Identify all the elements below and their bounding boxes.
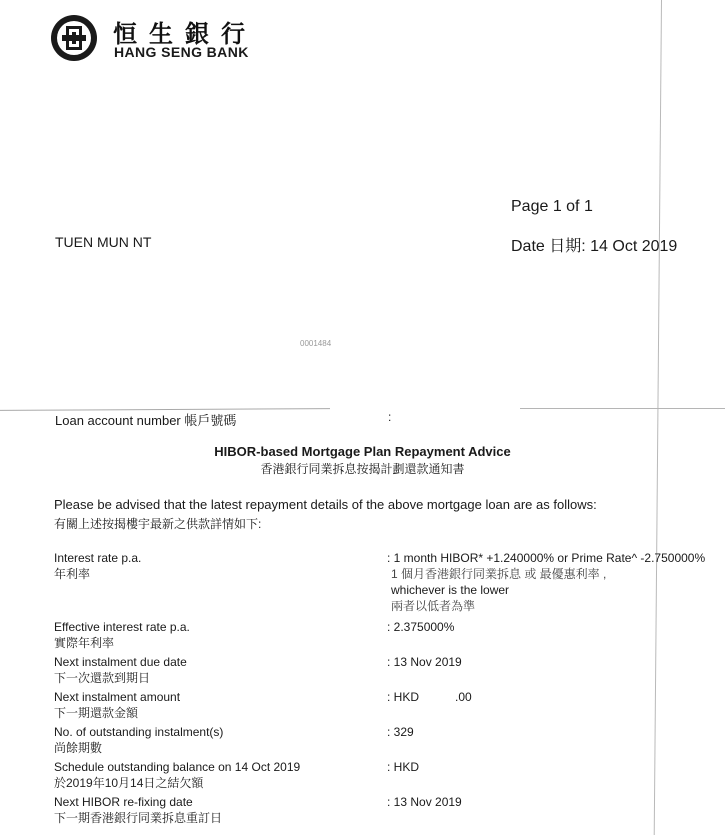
advice-date: [511, 233, 677, 256]
next-instalment-amount-label: [54, 689, 180, 721]
interest-rate-label: [54, 550, 141, 582]
label-english: Next instalment due date: [54, 655, 187, 669]
label-chinese: 下一期還款金額: [54, 706, 139, 720]
value-main: : 1 month HIBOR* +1.240000% or Prime Rate^ -2.750000%: [387, 551, 706, 565]
customer-address: TUEN MUN NT: [55, 234, 152, 250]
bank-name-english: HANG SENG BANK: [114, 44, 249, 60]
scan-fold-line-vertical: [654, 0, 662, 835]
loan-account-label: Loan account number 帳戶號碼: [55, 413, 237, 428]
outstanding-instalments-label: [54, 724, 223, 756]
next-instalment-amount-value: [387, 689, 472, 705]
advice-title-chinese: 香港銀行同業拆息按揭計劃還款通知書: [260, 462, 465, 476]
outstanding-instalments-value: : 329: [387, 725, 414, 739]
document-code: 0001484: [300, 339, 332, 348]
value-decimals: .00: [455, 690, 472, 704]
interest-rate-value: [387, 550, 705, 614]
label-chinese: 於2019年10月14日之結欠額: [54, 776, 204, 790]
label-chinese: 下一期香港銀行同業拆息重訂日: [54, 811, 223, 825]
label-chinese: 年利率: [54, 567, 91, 581]
effective-rate-value: : 2.375000%: [387, 620, 455, 634]
value-sub-chinese-2: 兩者以低者為準: [391, 599, 476, 613]
intro-text-chinese: 有關上述按揭樓宇最新之供款詳情如下:: [54, 517, 262, 531]
hibor-refixing-date-value: : 13 Nov 2019: [387, 795, 462, 809]
hang-seng-logo-icon: [50, 14, 98, 62]
label-chinese: 實際年利率: [54, 636, 115, 650]
next-due-date-value: : 13 Nov 2019: [387, 655, 462, 669]
label-english: No. of outstanding instalment(s): [54, 725, 224, 739]
advice-title-english: HIBOR-based Mortgage Plan Repayment Advice: [214, 444, 511, 459]
value-sub-chinese-1: 1 個月香港銀行同業拆息 或 最優惠利率 ,: [391, 567, 607, 581]
label-chinese: 尚餘期數: [54, 741, 103, 755]
scan-fold-line-right: [520, 408, 725, 409]
bank-name-chinese: 恒生銀行: [113, 19, 257, 48]
label-chinese: 下一次還款到期日: [54, 671, 151, 685]
label-english: Interest rate p.a.: [54, 551, 142, 565]
intro-text-english: Please be advised that the latest repayment details of the above mortgage loan are as follows:: [54, 497, 597, 512]
loan-account-colon: :: [388, 410, 392, 424]
date-value: 14 Oct 2019: [590, 238, 678, 255]
label-english: Schedule outstanding balance on 14 Oct 2019: [54, 760, 301, 774]
value-sub-english: whichever is the lower: [391, 583, 510, 597]
effective-rate-label: [54, 619, 190, 651]
label-english: Next instalment amount: [54, 690, 181, 704]
page-number: Page 1 of 1: [511, 198, 593, 215]
date-label: Date 日期:: [511, 238, 586, 255]
label-english: Effective interest rate p.a.: [54, 620, 190, 634]
value-currency: : HKD: [387, 690, 420, 704]
hibor-refixing-date-label: [54, 794, 222, 826]
label-english: Next HIBOR re-fixing date: [54, 795, 193, 809]
next-due-date-label: [54, 654, 187, 686]
outstanding-balance-label: [54, 759, 300, 791]
outstanding-balance-value: : HKD: [387, 760, 420, 774]
